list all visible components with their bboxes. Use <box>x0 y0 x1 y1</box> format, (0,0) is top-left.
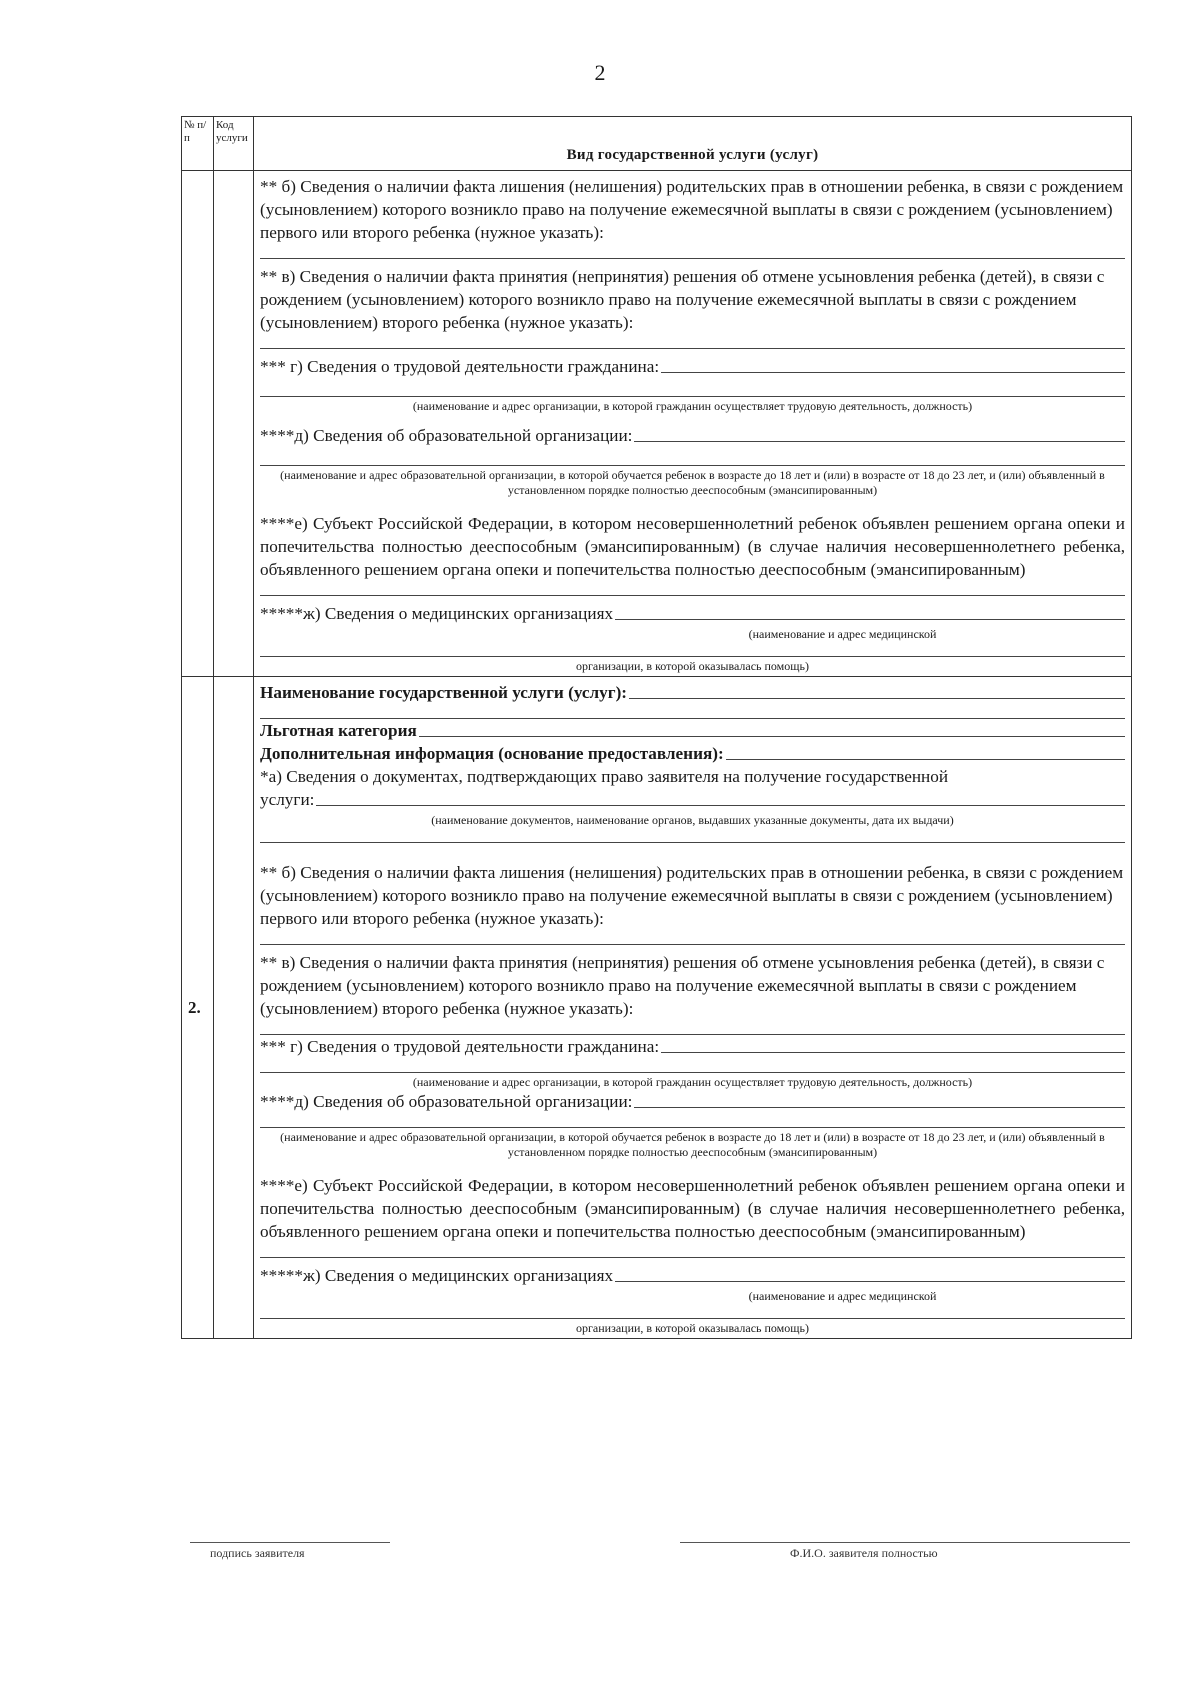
item-g-caption: (наименование и адрес организации, в которой гражданин осуществляет трудовую деятельность, должность) <box>412 399 973 413</box>
row2-content <box>254 677 1132 1339</box>
item-g-text: *** г) Сведения о трудовой деятельности гражданина: <box>260 1037 660 1056</box>
item-zh-caption1: (наименование и адрес медицинской <box>748 627 937 641</box>
item-zh-text: *****ж) Сведения о медицинских организациях <box>260 1266 614 1285</box>
fill-line <box>260 656 1125 657</box>
item-b-text: ** б) Сведения о наличии факта лишения (нелишения) родительских прав в отношении ребенка, в связи с рождением (усыновлением) которого возникло право на получение ежемесячной выплаты в связи с рождением (усыновлением) первого или второго ребенка (нужное указать): <box>260 177 1124 242</box>
header-service: Вид государственной услуги (услуг) <box>254 117 1132 171</box>
fullname-label: Ф.И.О. заявителя полностью <box>790 1546 938 1560</box>
table-row <box>182 677 1132 1339</box>
item-d-caption: (наименование и адрес образовательной организации, в которой обучается ребенок в возрасте до 18 лет и (или) в возрасте от 18 до 23 лет, и (или) объявленный в установленном порядке полностью дееспособным (эмансипированным) <box>280 468 1105 497</box>
item-d-text: ****д) Сведения об образовательной организации: <box>260 1092 633 1111</box>
fill-line <box>661 1052 1125 1053</box>
item-v-text: ** в) Сведения о наличии факта принятия (непринятия) решения об отмене усыновления ребенка (детей), в связи с рождением (усыновлением) которого возникло право на получение ежемесячной выплаты в связи с рождением (усыновлением) второго ребенка (нужное указать): <box>260 267 1105 332</box>
fill-line <box>726 759 1125 760</box>
table-row <box>182 171 1132 677</box>
table-header-row <box>182 117 1132 171</box>
fill-line <box>260 1127 1125 1128</box>
item-d-caption: (наименование и адрес образовательной организации, в которой обучается ребенок в возрасте до 18 лет и (или) в возрасте от 18 до 23 лет, и (или) объявленный в установленном порядке полностью дееспособным (эмансипированным) <box>280 1130 1105 1159</box>
item-b-text: ** б) Сведения о наличии факта лишения (нелишения) родительских прав в отношении ребенка, в связи с рождением (усыновлением) которого возникло право на получение ежемесячной выплаты в связи с рождением (усыновлением) первого или второго ребенка (нужное указать): <box>260 863 1124 928</box>
fill-line <box>260 1072 1125 1073</box>
fill-line <box>634 1107 1125 1108</box>
item-g-text: *** г) Сведения о трудовой деятельности гражданина: <box>260 357 660 376</box>
fill-line <box>260 396 1125 397</box>
fill-line <box>615 1281 1125 1282</box>
item-a-text-cont: услуги: <box>260 790 315 809</box>
fill-line <box>260 1318 1125 1319</box>
item-zh-caption2: организации, в которой оказывалась помощь) <box>576 659 809 673</box>
fill-line <box>629 698 1125 699</box>
row1-num <box>182 171 214 677</box>
row1-code <box>214 171 254 677</box>
item-zh-caption1: (наименование и адрес медицинской <box>748 1289 937 1303</box>
fill-line <box>260 465 1125 466</box>
item-e-text: ****е) Субъект Российской Федерации, в котором несовершеннолетний ребенок объявлен решением органа опеки и попечительства полностью дееспособным (эмансипированным) (в случае наличия несовершеннолетнего ребенка, объявленного решением органа опеки и попечительства полностью дееспособным (эмансипированным) <box>260 514 1125 579</box>
item-zh-caption2: организации, в которой оказывалась помощь) <box>576 1321 809 1335</box>
item-a-text: *а) Сведения о документах, подтверждающих право заявителя на получение государственной <box>260 767 949 786</box>
item-extra-label: Дополнительная информация (основание предоставления): <box>260 744 724 763</box>
item-a-caption: (наименование документов, наименование органов, выдавших указанные документы, дата их выдачи) <box>431 813 954 827</box>
row2-num-label: 2. <box>188 997 201 1017</box>
fill-line <box>316 805 1125 806</box>
page-number: 2 <box>594 60 606 85</box>
item-zh-text: *****ж) Сведения о медицинских организациях <box>260 604 614 623</box>
services-table <box>181 116 1132 1339</box>
header-num: № п/п <box>182 117 214 171</box>
fill-line <box>419 736 1125 737</box>
signature-label: подпись заявителя <box>210 1546 305 1560</box>
fill-line <box>615 619 1125 620</box>
item-d-text: ****д) Сведения об образовательной организации: <box>260 426 633 445</box>
fill-line <box>661 372 1125 373</box>
item-e-text: ****е) Субъект Российской Федерации, в котором несовершеннолетний ребенок объявлен решением органа опеки и попечительства полностью дееспособным (эмансипированным) (в случае наличия несовершеннолетнего ребенка, объявленного решением органа опеки и попечительства полностью дееспособным (эмансипированным) <box>260 1176 1125 1241</box>
signature-line <box>190 1542 390 1543</box>
fill-line <box>634 441 1125 442</box>
item-category-label: Льготная категория <box>260 721 417 740</box>
fullname-line <box>680 1542 1130 1543</box>
row2-num <box>182 677 214 1339</box>
header-code: Код услуги <box>214 117 254 171</box>
row2-code <box>214 677 254 1339</box>
item-g-caption: (наименование и адрес организации, в которой гражданин осуществляет трудовую деятельность, должность) <box>412 1075 973 1089</box>
item-name-label: Наименование государственной услуги (услуг): <box>260 683 628 702</box>
item-v-text: ** в) Сведения о наличии факта принятия (непринятия) решения об отмене усыновления ребенка (детей), в связи с рождением (усыновлением) которого возникло право на получение ежемесячной выплаты в связи с рождением (усыновлением) второго ребенка (нужное указать): <box>260 953 1105 1018</box>
row1-content <box>254 171 1132 677</box>
